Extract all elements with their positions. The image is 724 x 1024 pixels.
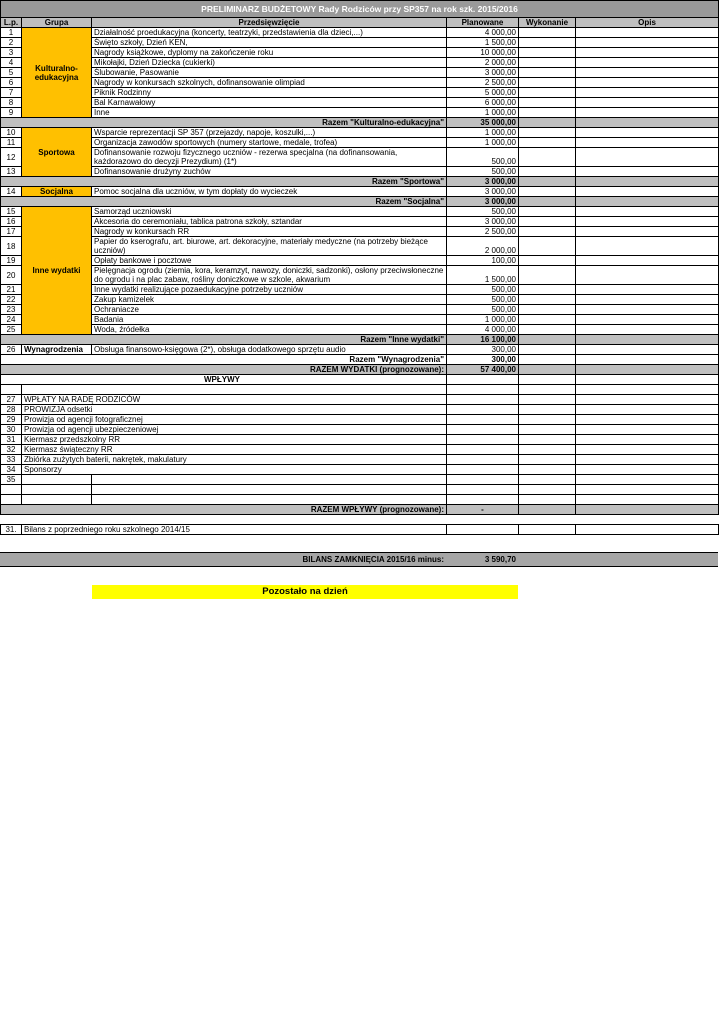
income-lp: 35 — [1, 475, 22, 485]
empty-cell — [576, 385, 719, 395]
empty-cell — [447, 495, 519, 505]
sum-empty — [519, 335, 576, 345]
income-row — [1, 405, 719, 415]
row-opis — [576, 167, 719, 177]
bilans-plan — [447, 525, 519, 535]
header-grupa: Grupa — [22, 18, 92, 28]
income-opis — [576, 415, 719, 425]
table-row — [1, 315, 719, 325]
sum-value: 3 000,00 — [447, 177, 519, 187]
income-row — [1, 395, 719, 405]
row-desc: Działalność proedukacyjna (koncerty, teatrzyki, przedstawienia dla dzieci,...) — [92, 28, 447, 38]
table-row — [1, 108, 719, 118]
empty-cell — [22, 495, 92, 505]
sum-value: 300,00 — [447, 355, 519, 365]
table-row — [1, 68, 719, 78]
row-desc: Bal Karnawałowy — [92, 98, 447, 108]
row-desc: Akcesoria do ceremoniału, tablica patrona szkoły, sztandar — [92, 217, 447, 227]
row-desc: Inne wydatki realizujące pozaedukacyjne potrzeby uczniów — [92, 285, 447, 295]
bilans-wykonanie — [519, 525, 576, 535]
row-desc: Organizacja zawodów sportowych (numery startowe, medale, trofea) — [92, 138, 447, 148]
row-plan: 6 000,00 — [447, 98, 519, 108]
table-row — [1, 88, 719, 98]
row-lp: 11 — [1, 138, 22, 148]
row-opis — [576, 28, 719, 38]
income-lp: 30 — [1, 425, 22, 435]
sum-empty — [576, 335, 719, 345]
row-opis — [576, 138, 719, 148]
row-wykonanie — [519, 207, 576, 217]
empty-cell — [1, 385, 22, 395]
income-row — [1, 475, 719, 485]
table-row — [1, 148, 719, 167]
table-row — [1, 58, 719, 68]
income-row — [1, 415, 719, 425]
table-row — [1, 227, 719, 237]
row-plan: 300,00 — [447, 345, 519, 355]
sum-empty — [576, 505, 719, 515]
row-wykonanie — [519, 256, 576, 266]
row-lp: 20 — [1, 266, 22, 285]
row-lp: 7 — [1, 88, 22, 98]
row-desc: Dofinansowanie rozwoju fizycznego uczniów - rezerwa specjalna (na dofinansowania, każdorazowo do decyzji Prezydium) (1*) — [92, 148, 447, 167]
closing-balance-value: 3 590,70 — [484, 555, 516, 564]
spacer-row — [1, 495, 719, 505]
row-desc: Dofinansowanie drużyny zuchów — [92, 167, 447, 177]
table-row — [1, 28, 719, 38]
group-inne-wydatki: Inne wydatki — [22, 207, 92, 335]
row-wykonanie — [519, 295, 576, 305]
bilans-row — [1, 525, 719, 535]
income-opis — [576, 395, 719, 405]
income-plan — [447, 425, 519, 435]
empty-cell — [576, 485, 719, 495]
sum-empty — [519, 197, 576, 207]
row-wykonanie — [519, 227, 576, 237]
grand-sum-row — [1, 365, 719, 375]
row-desc: Ochraniacze — [92, 305, 447, 315]
income-opis — [576, 405, 719, 415]
row-desc: Nagrody książkowe, dyplomy na zakończenie roku — [92, 48, 447, 58]
income-desc: Prowizja od agencji ubezpieczeniowej — [22, 425, 447, 435]
row-wykonanie — [519, 187, 576, 197]
sum-label: Razem "Wynagrodzenia" — [1, 355, 447, 365]
row-plan: 3 000,00 — [447, 217, 519, 227]
row-wykonanie — [519, 167, 576, 177]
row-desc: Zakup kamizelek — [92, 295, 447, 305]
row-wykonanie — [519, 325, 576, 335]
header-planowane: Planowane — [447, 18, 519, 28]
income-plan — [447, 435, 519, 445]
income-desc: Zbiórka zużytych baterii, nakrętek, makulatury — [22, 455, 447, 465]
row-lp: 19 — [1, 256, 22, 266]
table-row — [1, 256, 719, 266]
row-plan: 1 500,00 — [447, 266, 519, 285]
row-opis — [576, 315, 719, 325]
row-lp: 9 — [1, 108, 22, 118]
table-row — [1, 217, 719, 227]
income-wykonanie — [519, 435, 576, 445]
row-plan: 4 000,00 — [447, 28, 519, 38]
income-plan — [447, 415, 519, 425]
income-desc: PROWIZJA odsetki — [22, 405, 447, 415]
row-lp: 8 — [1, 98, 22, 108]
sum-empty — [576, 118, 719, 128]
group-wynagrodzenia: Wynagrodzenia — [22, 345, 92, 355]
row-opis — [576, 48, 719, 58]
empty-cell — [576, 495, 719, 505]
table-row — [1, 38, 719, 48]
income-sum-value: - — [447, 505, 519, 515]
income-wykonanie — [519, 455, 576, 465]
income-plan — [447, 445, 519, 455]
income-plan — [447, 475, 519, 485]
empty-cell — [447, 385, 519, 395]
row-opis — [576, 148, 719, 167]
sum-empty — [576, 197, 719, 207]
row-plan: 500,00 — [447, 285, 519, 295]
row-opis — [576, 98, 719, 108]
row-wykonanie — [519, 345, 576, 355]
row-lp: 10 — [1, 128, 22, 138]
row-desc: Piknik Rodzinny — [92, 88, 447, 98]
empty-cell — [519, 495, 576, 505]
row-lp: 2 — [1, 38, 22, 48]
sum-value: 35 000,00 — [447, 118, 519, 128]
income-opis — [576, 465, 719, 475]
row-lp: 5 — [1, 68, 22, 78]
row-plan: 2 500,00 — [447, 78, 519, 88]
row-wykonanie — [519, 58, 576, 68]
income-desc — [92, 475, 447, 485]
closing-balance-label: BILANS ZAMKNIĘCIA 2015/16 minus: — [302, 555, 444, 564]
income-lp: 27 — [1, 395, 22, 405]
row-opis — [576, 285, 719, 295]
empty-cell — [447, 485, 519, 495]
row-desc: Nagrody w konkursach RR — [92, 227, 447, 237]
group-sportowa: Sportowa — [22, 128, 92, 177]
row-opis — [576, 88, 719, 98]
row-opis — [576, 58, 719, 68]
group-socjalna: Socjalna — [22, 187, 92, 197]
sum-empty — [576, 365, 719, 375]
table-row — [1, 138, 719, 148]
row-desc: Badania — [92, 315, 447, 325]
row-desc: Opłaty bankowe i pocztowe — [92, 256, 447, 266]
income-wykonanie — [519, 475, 576, 485]
income-sum-row — [1, 505, 719, 515]
row-wykonanie — [519, 305, 576, 315]
row-desc: Święto szkoły, Dzień KEN, — [92, 38, 447, 48]
empty-cell — [519, 375, 576, 385]
group-kulturalno-edukacyjna: Kulturalno-edukacyjna — [22, 28, 92, 118]
header-opis: Opis — [576, 18, 719, 28]
row-opis — [576, 266, 719, 285]
row-opis — [576, 78, 719, 88]
income-plan — [447, 395, 519, 405]
row-opis — [576, 108, 719, 118]
grand-sum-value: 57 400,00 — [447, 365, 519, 375]
row-wykonanie — [519, 68, 576, 78]
row-plan: 500,00 — [447, 305, 519, 315]
remaining-banner: Pozostało na dzień — [92, 585, 518, 599]
table-row — [1, 237, 719, 256]
income-lp: 29 — [1, 415, 22, 425]
row-wykonanie — [519, 88, 576, 98]
income-plan — [447, 455, 519, 465]
empty-cell — [92, 495, 447, 505]
row-wykonanie — [519, 266, 576, 285]
row-lp: 1 — [1, 28, 22, 38]
row-lp: 17 — [1, 227, 22, 237]
income-row — [1, 445, 719, 455]
row-plan: 2 000,00 — [447, 237, 519, 256]
income-row — [1, 425, 719, 435]
row-wykonanie — [519, 48, 576, 58]
income-row — [1, 465, 719, 475]
table-row — [1, 78, 719, 88]
table-row — [1, 295, 719, 305]
income-lp: 32 — [1, 445, 22, 455]
table-row — [1, 285, 719, 295]
income-lp: 34 — [1, 465, 22, 475]
income-desc: WPŁATY NA RADĘ RODZICÓW — [22, 395, 447, 405]
row-wykonanie — [519, 285, 576, 295]
row-wykonanie — [519, 78, 576, 88]
row-opis — [576, 128, 719, 138]
row-plan: 500,00 — [447, 207, 519, 217]
row-opis — [576, 207, 719, 217]
row-desc: Obsługa finansowo-księgowa (2*), obsługa dodatkowego sprzętu audio — [92, 345, 447, 355]
spacer-row — [1, 515, 719, 525]
row-lp: 12 — [1, 148, 22, 167]
row-opis — [576, 237, 719, 256]
empty-cell — [92, 485, 447, 495]
header-lp: L.p. — [1, 18, 22, 28]
income-desc: Sponsorzy — [22, 465, 447, 475]
row-plan: 1 000,00 — [447, 108, 519, 118]
row-lp: 21 — [1, 285, 22, 295]
sheet-title: PRELIMINARZ BUDŻETOWY Rady Rodziców przy SP357 na rok szk. 2015/2016 — [1, 1, 719, 18]
row-opis — [576, 227, 719, 237]
row-plan: 3 000,00 — [447, 68, 519, 78]
income-sum-label: RAZEM WPŁYWY (prognozowane): — [1, 505, 447, 515]
row-wykonanie — [519, 138, 576, 148]
income-lp: 31 — [1, 435, 22, 445]
row-wykonanie — [519, 128, 576, 138]
sum-empty — [576, 177, 719, 187]
empty-cell — [1, 515, 719, 525]
income-desc: Kiermasz przedszkolny RR — [22, 435, 447, 445]
sum-row — [1, 197, 719, 207]
row-opis — [576, 325, 719, 335]
income-lp: 33 — [1, 455, 22, 465]
row-desc: Mikołajki, Dzień Dziecka (cukierki) — [92, 58, 447, 68]
sum-empty — [519, 505, 576, 515]
row-desc: Pielęgnacja ogrodu (ziemia, kora, keramzyt, nawozy, doniczki, sadzonki), osłony przeciwsłoneczne do ogrodu i na plac zabaw, rośliny doniczkowe w szkole, akwarium — [92, 266, 447, 285]
row-plan: 500,00 — [447, 167, 519, 177]
row-opis — [576, 305, 719, 315]
closing-balance-bar — [0, 552, 718, 567]
sum-row — [1, 335, 719, 345]
income-plan — [447, 405, 519, 415]
wplywy-header: WPŁYWY — [1, 375, 447, 385]
row-plan: 1 000,00 — [447, 315, 519, 325]
row-plan: 1 000,00 — [447, 128, 519, 138]
row-opis — [576, 38, 719, 48]
row-desc: Papier do kserografu, art. biurowe, art. dekoracyjne, materiały medyczne (na potrzeby bieżące uczniów) — [92, 237, 447, 256]
empty-cell — [519, 385, 576, 395]
title-row — [1, 1, 719, 18]
empty-cell — [1, 485, 22, 495]
bilans-desc: Bilans z poprzedniego roku szkolnego 2014/15 — [22, 525, 447, 535]
income-row — [1, 455, 719, 465]
row-plan: 1 000,00 — [447, 138, 519, 148]
row-wykonanie — [519, 148, 576, 167]
income-wykonanie — [519, 395, 576, 405]
row-plan: 1 500,00 — [447, 38, 519, 48]
table-row — [1, 345, 719, 355]
row-wykonanie — [519, 315, 576, 325]
row-lp: 23 — [1, 305, 22, 315]
table-row — [1, 266, 719, 285]
row-wykonanie — [519, 237, 576, 256]
table-row — [1, 325, 719, 335]
row-opis — [576, 187, 719, 197]
income-opis — [576, 435, 719, 445]
row-wykonanie — [519, 108, 576, 118]
income-opis — [576, 475, 719, 485]
table-row — [1, 187, 719, 197]
row-desc: Pomoc socjalna dla uczniów, w tym dopłaty do wycieczek — [92, 187, 447, 197]
income-wykonanie — [519, 405, 576, 415]
bilans-lp: 31. — [1, 525, 22, 535]
income-wykonanie — [519, 415, 576, 425]
row-desc: Samorząd uczniowski — [92, 207, 447, 217]
sum-empty — [519, 355, 576, 365]
sum-label: Razem "Inne wydatki" — [1, 335, 447, 345]
income-wykonanie — [519, 465, 576, 475]
table-row — [1, 167, 719, 177]
row-opis — [576, 217, 719, 227]
row-desc: Woda, źródełka — [92, 325, 447, 335]
row-lp: 14 — [1, 187, 22, 197]
wplywy-header-row — [1, 375, 719, 385]
table-row — [1, 48, 719, 58]
income-lp: 28 — [1, 405, 22, 415]
row-lp: 25 — [1, 325, 22, 335]
row-opis — [576, 68, 719, 78]
income-plan — [447, 465, 519, 475]
empty-cell — [447, 375, 519, 385]
row-lp: 4 — [1, 58, 22, 68]
sum-row — [1, 118, 719, 128]
row-opis — [576, 345, 719, 355]
sum-empty — [576, 355, 719, 365]
table-row — [1, 128, 719, 138]
empty-cell — [1, 495, 22, 505]
sum-row — [1, 355, 719, 365]
bilans-opis — [576, 525, 719, 535]
row-lp: 22 — [1, 295, 22, 305]
header-row — [1, 18, 719, 28]
row-lp: 26 — [1, 345, 22, 355]
row-plan: 100,00 — [447, 256, 519, 266]
row-opis — [576, 256, 719, 266]
sum-label: Razem "Sportowa" — [1, 177, 447, 187]
income-row — [1, 435, 719, 445]
income-wykonanie — [519, 445, 576, 455]
row-wykonanie — [519, 28, 576, 38]
spacer-row — [1, 485, 719, 495]
income-wykonanie — [519, 425, 576, 435]
sum-empty — [519, 118, 576, 128]
row-desc: Nagrody w konkursach szkolnych, dofinansowanie olimpiad — [92, 78, 447, 88]
spacer-row — [1, 385, 719, 395]
row-lp: 13 — [1, 167, 22, 177]
income-group — [22, 475, 92, 485]
row-lp: 18 — [1, 237, 22, 256]
row-plan: 500,00 — [447, 148, 519, 167]
table-row — [1, 305, 719, 315]
table-row — [1, 207, 719, 217]
grand-sum-label: RAZEM WYDATKI (prognozowane): — [1, 365, 447, 375]
empty-cell — [576, 375, 719, 385]
income-desc: Kiermasz świąteczny RR — [22, 445, 447, 455]
row-lp: 24 — [1, 315, 22, 325]
row-wykonanie — [519, 98, 576, 108]
row-lp: 16 — [1, 217, 22, 227]
row-plan: 5 000,00 — [447, 88, 519, 98]
empty-cell — [22, 485, 92, 495]
header-wykonanie: Wykonanie — [519, 18, 576, 28]
row-wykonanie — [519, 217, 576, 227]
sum-empty — [519, 177, 576, 187]
row-plan: 10 000,00 — [447, 48, 519, 58]
table-row — [1, 98, 719, 108]
sum-label: Razem "Socjalna" — [1, 197, 447, 207]
header-przedsiewziecie: Przedsięwzięcie — [92, 18, 447, 28]
row-lp: 3 — [1, 48, 22, 58]
row-lp: 6 — [1, 78, 22, 88]
row-plan: 3 000,00 — [447, 187, 519, 197]
sum-label: Razem "Kulturalno-edukacyjna" — [1, 118, 447, 128]
income-desc: Prowizja od agencji fotograficznej — [22, 415, 447, 425]
sum-row — [1, 177, 719, 187]
row-wykonanie — [519, 38, 576, 48]
row-desc: Ślubowanie, Pasowanie — [92, 68, 447, 78]
row-desc: Inne — [92, 108, 447, 118]
income-opis — [576, 455, 719, 465]
row-plan: 500,00 — [447, 295, 519, 305]
income-opis — [576, 425, 719, 435]
income-opis — [576, 445, 719, 455]
sum-value: 3 000,00 — [447, 197, 519, 207]
row-opis — [576, 295, 719, 305]
sum-value: 16 100,00 — [447, 335, 519, 345]
row-desc: Wsparcie reprezentacji SP 357 (przejazdy, napoje, koszulki,...) — [92, 128, 447, 138]
empty-cell — [22, 385, 447, 395]
row-plan: 4 000,00 — [447, 325, 519, 335]
row-plan: 2 000,00 — [447, 58, 519, 68]
empty-cell — [519, 485, 576, 495]
row-lp: 15 — [1, 207, 22, 217]
row-plan: 2 500,00 — [447, 227, 519, 237]
sum-empty — [519, 365, 576, 375]
